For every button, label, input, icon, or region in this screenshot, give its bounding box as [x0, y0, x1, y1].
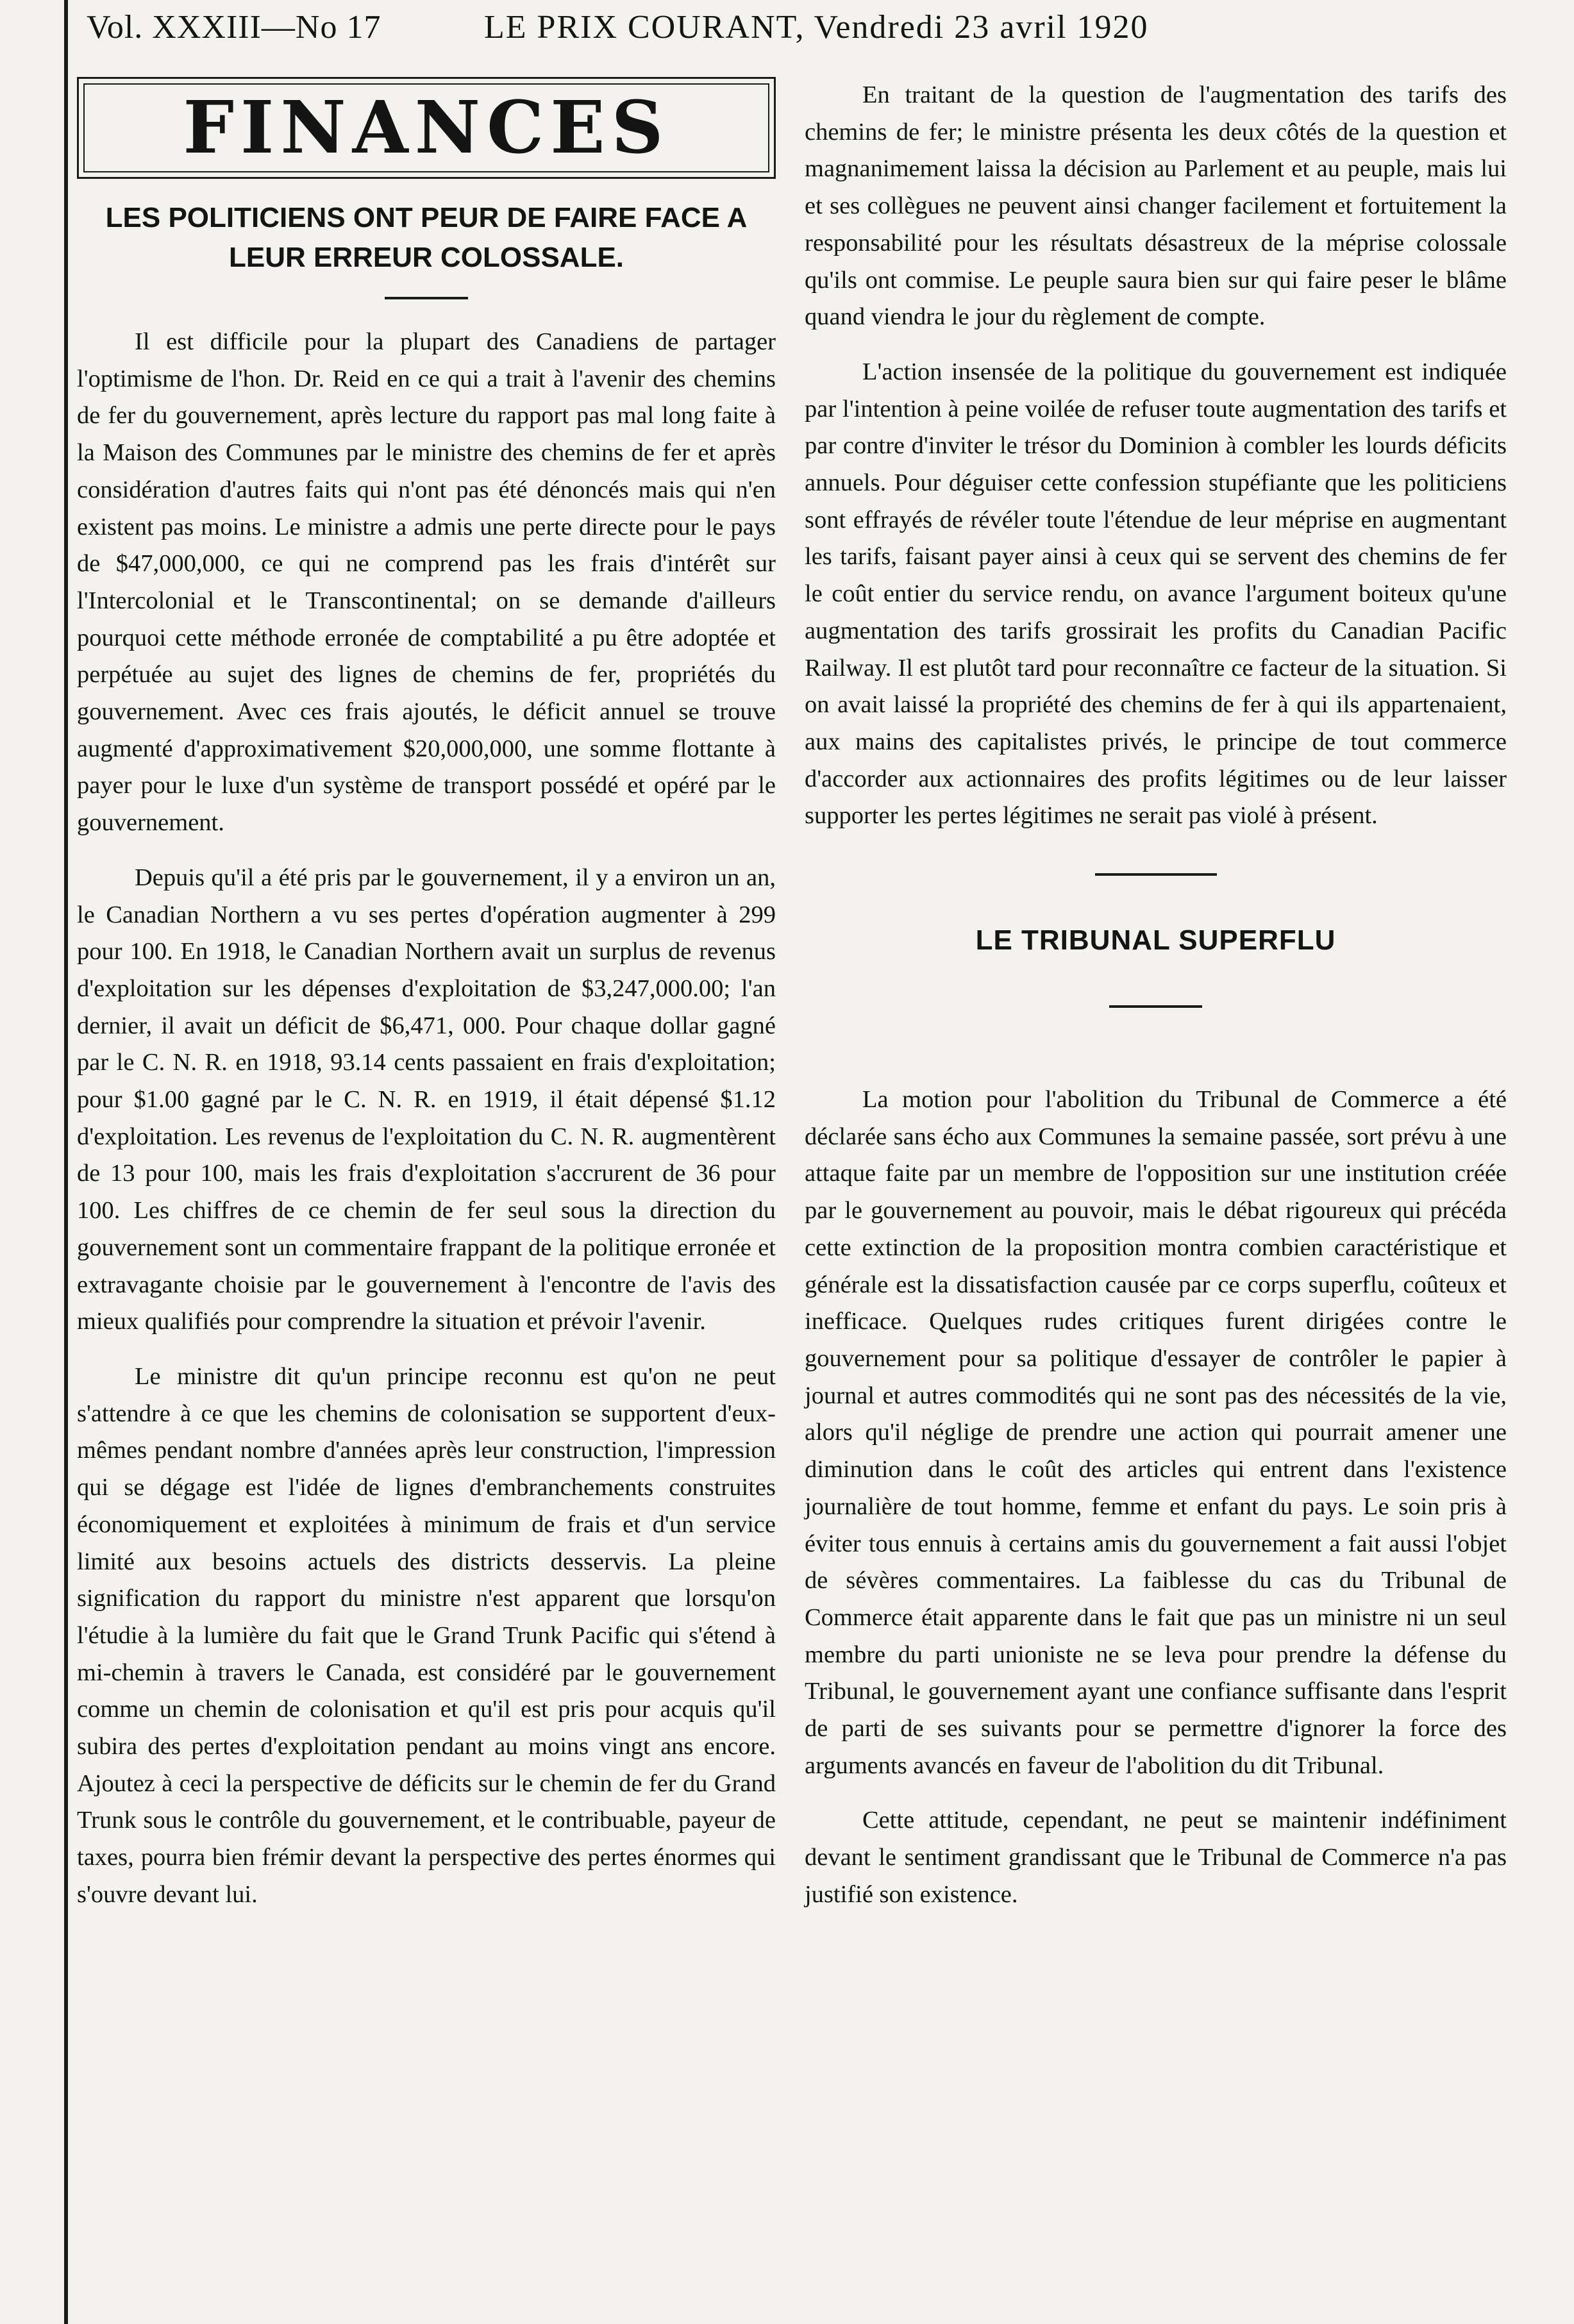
page-edge-rule: [64, 0, 68, 2324]
article-paragraph: Depuis qu'il a été pris par le gouvernement, il y a environ un an, le Canadian Northern a vu ses pertes d'opération augmenter à 299 pour 100. En 1918, le Canadian Northern avait un surplus de revenus d'exploitation sur les dépenses d'exploitation de $3,247,000.00; l'an dernier, il avait un déficit de $6,471, 000. Pour chaque dollar gagné par le C. N. R. en 1918, 93.14 cents passaient en frais d'exploitation; pour $1.00 gagné par le C. N. R. en 1919, il était dépensé $1.12 d'exploitation. Les revenus de l'exploitation du C. N. R. augmentèrent de 13 pour 100, mais les frais d'exploitation s'accrurent de 36 pour 100. Les chiffres de ce chemin de fer seul sous la direction du gouvernement sont un commentaire frappant de la politique erronée et extravagante choisie par le gouvernement à l'encontre de l'avis des mieux qualifiés pour comprendre la situation et prévoir l'avenir.: [77, 864, 776, 1335]
headline-dash: [385, 297, 468, 299]
section-headline: LE TRIBUNAL SUPERFLU: [975, 924, 1336, 957]
volume-number: Vol. XXXIII—No 17: [87, 9, 381, 46]
running-title: LE PRIX COURANT, Vendredi 23 avril 1920: [484, 9, 1149, 46]
running-header: [87, 5, 1536, 50]
section-divider: [1095, 873, 1217, 876]
left-column: [77, 77, 776, 1932]
article-headline: LES POLITICIENS ONT PEUR DE FAIRE FACE A LEUR ERREUR COLOSSALE.: [105, 202, 748, 273]
right-column: [805, 77, 1507, 1932]
article-paragraph: Cette attitude, cependant, ne peut se maintenir indéfiniment devant le sentiment grandissant que le Tribunal de Commerce n'a pas justifié son existence.: [805, 1807, 1507, 1908]
section-underline: [1109, 1005, 1202, 1008]
masthead-box: [83, 83, 769, 172]
masthead-title: FINANCES: [183, 85, 670, 170]
article-paragraph: Il est difficile pour la plupart des Canadiens de partager l'optimisme de l'hon. Dr. Reid en ce qui a trait à l'avenir des chemins de fer du gouvernement, après lecture du rapport pas mal long faite à la Maison des Communes par le ministre des chemins de fer et après considération d'autres faits qui n'ont pas été dénoncés mais qui n'en existent pas moins. Le ministre a admis une perte directe pour le pays de $47,000,000, ce qui ne comprend pas les frais d'intérêt sur l'Intercolonial et le Transcontinental; on se demande d'ailleurs pourquoi cette méthode erronée de comptabilité a pu être adoptée et perpétuée au sujet des lignes de chemins de fer, propriétés du gouvernement. Avec ces frais ajoutés, le déficit annuel se trouve augmenté d'approximativement $20,000,000, une somme flottante à payer pour le luxe d'un système de transport possédé et opéré par le gouvernement.: [77, 328, 776, 837]
article-paragraph: L'action insensée de la politique du gouvernement est indiquée par l'intention à peine voilée de refuser toute augmentation des tarifs et par contre d'inviter le trésor du Dominion à combler les lourds déficits annuels. Pour déguiser cette confession stupéfiante que les politiciens sont effrayés de révéler toute l'étendue de leur méprise en augmentant les tarifs, faisant payer ainsi à ceux qui se servent des chemins de fer le coût entier du service rendu, on avance l'argument boiteux qu'une augmentation des tarifs grossirait les profits du Canadian Pacific Railway. Il est plutôt tard pour reconnaître ce facteur de la situation. Si on avait laissé la propriété des chemins de fer à qui ils appartenaient, aux mains des capitalistes privés, le principe de tout commerce d'accorder aux actionnaires des profits légitimes ou de leur laisser supporter les pertes légitimes ne serait pas violé à présent.: [805, 358, 1507, 830]
article-paragraph: En traitant de la question de l'augmentation des tarifs des chemins de fer; le ministre présenta les deux côtés de la question et magnanimement laissa la décision au Parlement et au peuple, mais lui et ses collègues ne peuvent ainsi changer facilement et fortuitement la responsabilité pour les résultats désastreux de la méprise colossale qu'ils ont commise. Le peuple saura bien sur qui faire peser le blâme quand viendra le jour du règlement de compte.: [805, 81, 1507, 331]
finances-masthead: [77, 77, 776, 179]
article-paragraph: Le ministre dit qu'un principe reconnu est qu'on ne peut s'attendre à ce que les chemins de colonisation se supportent d'eux-mêmes pendant nombre d'années après leur construction, l'impression qui se dégage est l'idée de lignes d'embranchements construites économiquement et exploitées à minimum de frais et d'un service limité aux besoins actuels des districts desservis. La pleine signification du rapport du ministre n'est apparent que lorsqu'on l'étudie à la lumière du fait que le Grand Trunk Pacific qui s'étend à mi-chemin à travers le Canada, est considéré par le gouvernement comme un chemin de colonisation et qu'il est pris pour acquis qu'il subira des pertes d'exploitation pendant au moins vingt ans encore. Ajoutez à ceci la perspective de déficits sur le chemin de fer du Grand Trunk sous le contrôle du gouvernement, et le contribuable, payeur de taxes, pourra bien frémir devant la perspective des pertes énormes qui s'ouvre devant lui.: [77, 1362, 776, 1908]
article-paragraph: La motion pour l'abolition du Tribunal de Commerce a été déclarée sans écho aux Communes la semaine passée, sort prévu à une attaque faite par un membre de l'opposition sur une institution créée par le gouvernement au pouvoir, mais le débat rigoureux qui précéda cette extinction de la proposition montra combien caractéristique et générale est la dissatisfaction causée par ce corps superflu, coûteux et inefficace. Quelques rudes critiques furent dirigées contre le gouvernement pour sa politique d'essayer de contrôler le papier à journal et autres commodités qui ne sont pas des nécessités de la vie, alors qu'il néglige de prendre une action qui pourrait amener une diminution dans le coût des articles qui entrent dans l'existence journalière de tout homme, femme et enfant du pays. Le soin pris à éviter tous ennuis à certains amis du gouvernement a fait aussi l'objet de sévères commentaires. La faiblesse du cas du Tribunal de Commerce était apparente dans le fait que pas un ministre ni un seul membre du parti unioniste ne se leva pour prendre la défense du Tribunal, le gouvernement ayant une confiance suffisante dans l'esprit de parti de ses suivants pour se permettre d'ignorer la force des arguments avancés en faveur de l'abolition du dit Tribunal.: [805, 1086, 1507, 1779]
